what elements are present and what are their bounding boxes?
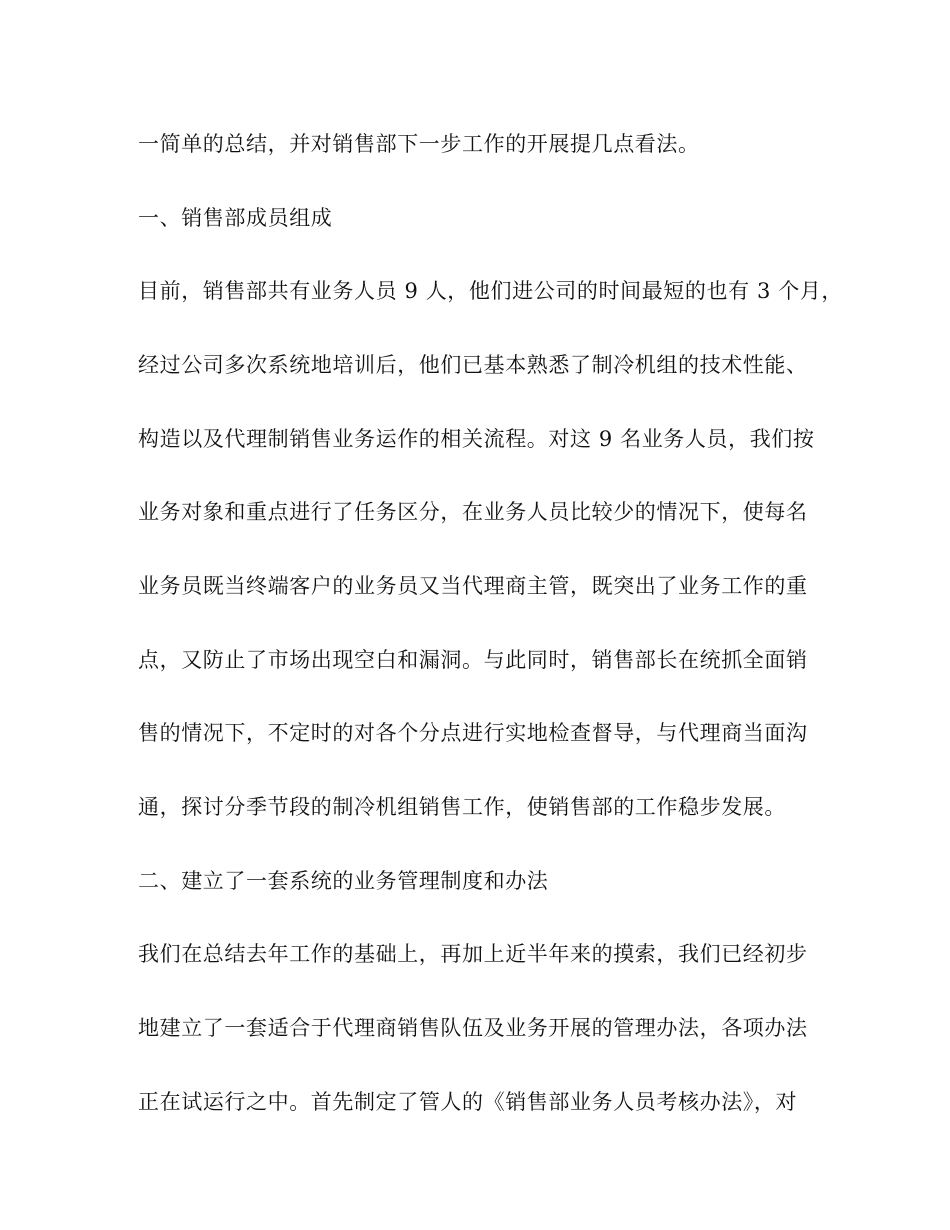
paragraph-line: 售的情况下，不定时的对各个分点进行实地检查督导，与代理商当面沟 (138, 721, 808, 745)
section-heading-management: 二、建立了一套系统的业务管理制度和办法 (138, 869, 549, 893)
paragraph-line: 正在试运行之中。首先制定了管人的《销售部业务人员考核办法》，对 (138, 1090, 798, 1114)
paragraph-line: 点，又防止了市场出现空白和漏洞。与此同时，销售部长在统抓全面销 (138, 648, 808, 672)
paragraph-line: 通，探讨分季节段的制冷机组销售工作，使销售部的工作稳步发展。 (138, 795, 786, 819)
paragraph-line: 目前，销售部共有业务人员 9 人，他们进公司的时间最短的也有 3 个月， (138, 279, 844, 303)
paragraph-line: 一简单的总结，并对销售部下一步工作的开展提几点看法。 (138, 132, 700, 156)
section-heading-members: 一、销售部成员组成 (138, 206, 333, 230)
paragraph-line: 我们在总结去年工作的基础上，再加上近半年来的摸索，我们已经初步 (138, 942, 808, 966)
paragraph-line: 构造以及代理制销售业务运作的相关流程。对这 9 名业务人员，我们按 (138, 427, 815, 451)
paragraph-line: 业务对象和重点进行了任务区分，在业务人员比较少的情况下，使每名 (138, 500, 808, 524)
paragraph-line: 经过公司多次系统地培训后，他们已基本熟悉了制冷机组的技术性能、 (138, 353, 808, 377)
paragraph-line: 业务员既当终端客户的业务员又当代理商主管，既突出了业务工作的重 (138, 574, 808, 598)
paragraph-line: 地建立了一套适合于代理商销售队伍及业务开展的管理办法，各项办法 (138, 1016, 808, 1040)
